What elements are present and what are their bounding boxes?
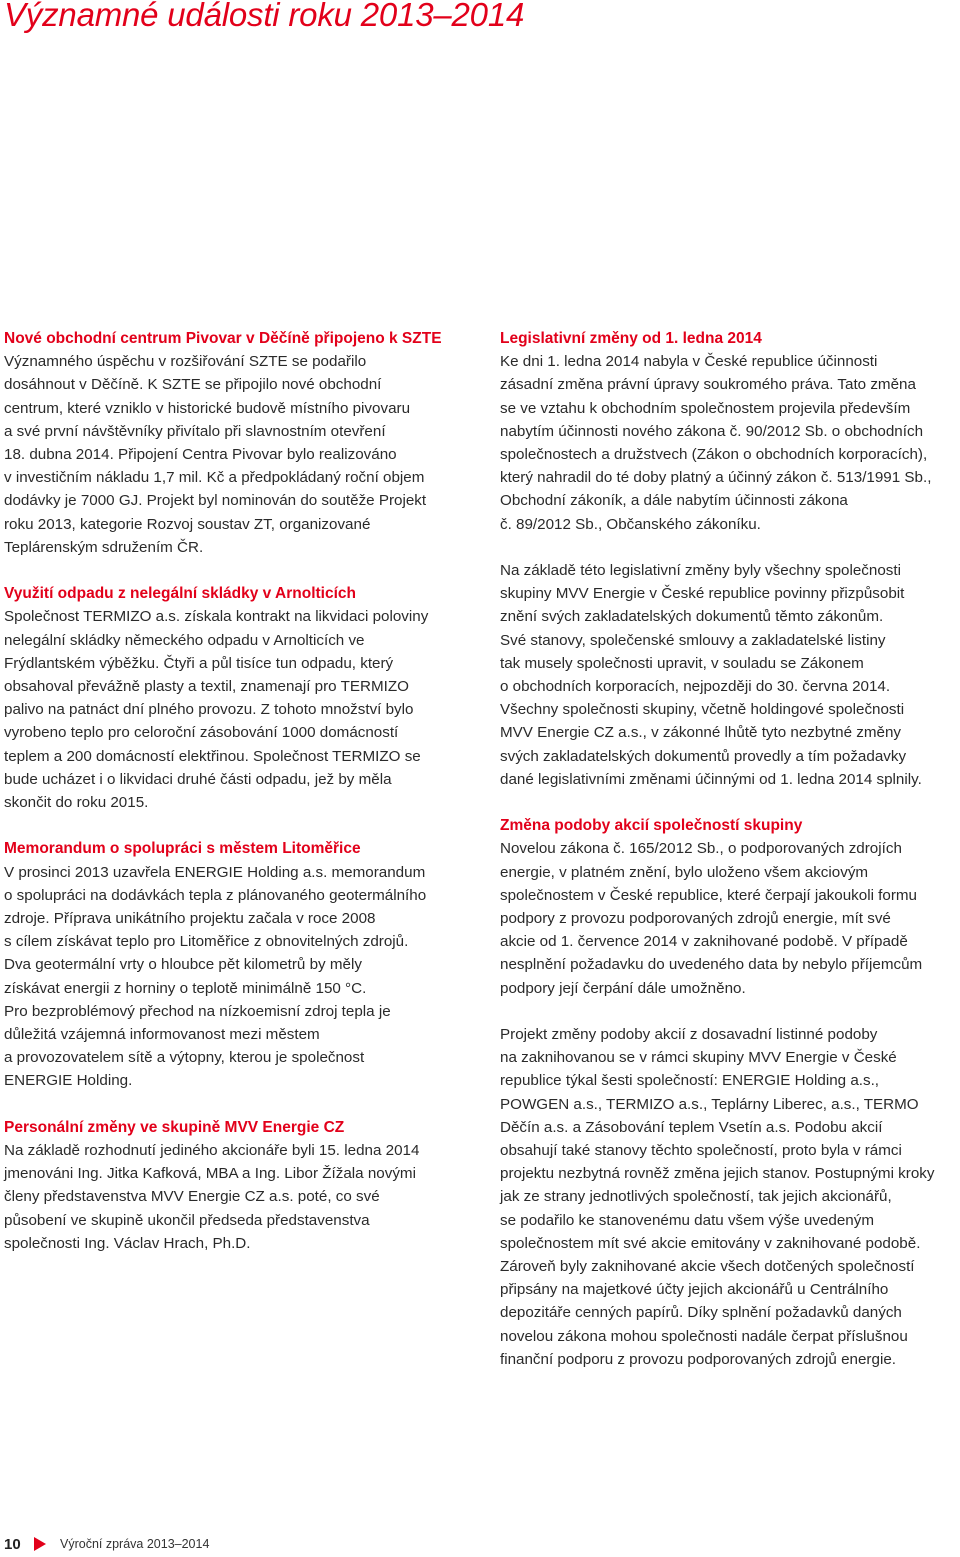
page-footer [4, 1534, 209, 1554]
news-section [4, 837, 454, 1092]
text-line: projektu nezbytná rovněž změna jejich stanov. Postupnými kroky [500, 1165, 935, 1183]
section-spacer [4, 814, 454, 837]
text-line: dosáhnout v Děčíně. K SZTE se připojilo nové obchodní [4, 376, 382, 394]
text-line: 18. dubna 2014. Připojení Centra Pivovar bylo realizováno [4, 446, 397, 464]
text-line: o obchodních korporacích, nejpozději do 30. června 2014. [500, 678, 891, 696]
news-section [4, 1116, 454, 1255]
text-line: Dva geotermální vrty o hloubce pět kilometrů by měly [4, 956, 362, 974]
text-line: energie, v platném znění, bylo uloženo všem akciovým [500, 863, 869, 881]
section-heading: Legislativní změny od 1. ledna 2014 [500, 330, 762, 347]
text-line: obsahují také stanovy těchto společností, proto byla v rámci [500, 1142, 902, 1160]
text-line: o spolupráci na dodávkách tepla z plánovaného geotermálního [4, 886, 427, 904]
text-line: finanční podporu z provozu podporovaných zdrojů energie. [500, 1350, 896, 1368]
text-line: a provozovatelem sítě a výtopny, kterou je společnost [4, 1049, 365, 1067]
right-column [500, 327, 960, 1371]
text-line: MVV Energie CZ a.s., v zákonné lhůtě tyto nezbytné změny [500, 724, 901, 742]
text-line: podpory z provozu podporovaných zdrojů energie, mít své [500, 910, 891, 928]
text-line: bude ucházet i o likvidaci druhé části odpadu, jež by měla [4, 770, 392, 788]
text-line: nesplnění požadavku do uvedeného data by nebylo příjemcům [500, 956, 923, 974]
section-paragraph [500, 1023, 960, 1371]
text-line: centrum, které vzniklo v historické budově místního pivovaru [4, 399, 411, 417]
text-line: V prosinci 2013 uzavřela ENERGIE Holding a.s. memorandum [4, 863, 426, 881]
text-line: akcie od 1. července 2014 v zaknihované podobě. V případě [500, 933, 908, 951]
section-spacer [4, 1093, 454, 1116]
page-title: Významné události roku 2013–2014 [4, 0, 525, 33]
text-line: novelou zákona mohou společnosti nadále čerpat příslušnou [500, 1327, 908, 1345]
text-line: se ve vztahu k obchodním společnostem projevila především [500, 399, 911, 417]
text-line: POWGEN a.s., TERMIZO a.s., Teplárny Liberec, a.s., TERMO [500, 1095, 919, 1113]
text-line: Děčín a.s. a Zásobování teplem Vsetín a.s. Podobu akcií [500, 1118, 883, 1136]
text-line: Na základě rozhodnutí jediného akcionáře byli 15. ledna 2014 [4, 1142, 420, 1160]
text-line: s cílem získávat teplo pro Litoměřice z obnovitelných zdrojů. [4, 933, 409, 951]
section-paragraph [500, 559, 960, 791]
text-line: skončit do roku 2015. [4, 794, 149, 812]
text-line: depozitáře cenných papírů. Díky splnění požadavků daných [500, 1304, 902, 1322]
text-line: obsahoval převážně plasty a textil, znamenají pro TERMIZO [4, 678, 409, 696]
section-heading: Nové obchodní centrum Pivovar v Děčíně připojeno k SZTE [4, 330, 442, 347]
text-line: Obchodní zákoník, a dále nabytím účinnosti zákona [500, 492, 848, 510]
section-heading: Personální změny ve skupině MVV Energie CZ [4, 1118, 345, 1136]
text-line: na zaknihovanou se v rámci skupiny MVV Energie v České [500, 1049, 897, 1067]
text-line: vyrobeno teplo pro celoroční zásobování 1000 domácností [4, 724, 399, 742]
text-line: členy představenstva MVV Energie CZ a.s. poté, co své [4, 1188, 380, 1206]
text-line: ENERGIE Holding. [4, 1072, 133, 1090]
text-line: se podařilo ke stanovenému datu všem výše uvedeným [500, 1211, 874, 1229]
text-line: společnostech a družstvech (Zákon o obchodních korporacích), [500, 446, 928, 464]
text-line: společnosti Ing. Václav Hrach, Ph.D. [4, 1234, 251, 1252]
text-line: důležitá vzájemná informovanost mezi městem [4, 1026, 320, 1044]
section-heading: Změna podoby akcií společností skupiny [500, 817, 803, 835]
text-line: skupiny MVV Energie v České republice povinny přizpůsobit [500, 585, 905, 603]
text-line: Teplárenským sdružením ČR. [4, 538, 204, 556]
text-line: Pro bezproblémový přechod na nízkoemisní zdroj tepla je [4, 1002, 391, 1020]
text-line: nelegální skládky německého odpadu v Arnolticích ve [4, 631, 365, 649]
publication-title: Výroční zpráva 2013–2014 [60, 1537, 210, 1551]
text-line: Významného úspěchu v rozšiřování SZTE se podařilo [4, 353, 367, 371]
news-section [500, 814, 960, 1371]
text-line: připsány na majetkové účty jejich akcionářů u Centrálního [500, 1281, 889, 1299]
text-line: republice týkal šesti společností: ENERGIE Holding a.s., [500, 1072, 880, 1090]
section-paragraph [4, 350, 454, 559]
text-line: podpory její čerpání dále umožněno. [500, 979, 746, 997]
left-column [4, 327, 454, 1255]
section-heading: Využití odpadu z nelegální skládky v Arnolticích [4, 585, 356, 603]
text-line: jak ze strany jednotlivých společností, tak jejich akcionářů, [500, 1188, 892, 1206]
news-section [500, 327, 960, 791]
text-line: tak musely společnosti upravit, v souladu se Zákonem [500, 654, 864, 672]
text-line: Projekt změny podoby akcií z dosavadní listinné podoby [500, 1026, 878, 1044]
page-number: 10 [4, 1535, 21, 1553]
text-line: a své první návštěvníky přivítalo při slavnostním otevření [4, 422, 386, 440]
section-spacer [500, 791, 960, 814]
news-section [4, 327, 454, 559]
text-line: Ke dni 1. ledna 2014 nabyla v České republice účinnosti [500, 353, 878, 371]
text-line: Zároveň byly zaknihované akcie všech dotčených společností [500, 1258, 915, 1276]
text-line: Novelou zákona č. 165/2012 Sb., o podporovaných zdrojích [500, 840, 902, 858]
text-line: v investičním nákladu 1,7 mil. Kč a předpokládaný roční objem [4, 469, 425, 487]
text-line: roku 2013, kategorie Rozvoj soustav ZT, organizované [4, 515, 371, 533]
text-line: Frýdlantském výběžku. Čtyři a půl tisíce tun odpadu, který [4, 654, 394, 672]
text-line: palivo na patnáct dní plného provozu. Z tohoto množství bylo [4, 701, 414, 719]
news-section [4, 582, 454, 814]
text-line: který nahradil do té doby platný a účinný zákon č. 513/1991 Sb., [500, 469, 932, 487]
text-line: Všechny společnosti skupiny, včetně holdingové společnosti [500, 701, 905, 719]
text-line: společnostem v České republice, které čerpají jakoukoli formu [500, 886, 918, 904]
section-spacer [500, 1000, 960, 1023]
text-line: nabytím účinnosti nového zákona č. 90/2012 Sb. o obchodních [500, 422, 924, 440]
section-spacer [500, 536, 960, 559]
section-paragraph [4, 1139, 454, 1255]
text-line: znění svých zakladatelských dokumentů těmto zákonům. [500, 608, 884, 626]
text-line: č. 89/2012 Sb., Občanského zákoníku. [500, 515, 761, 533]
section-heading: Memorandum o spolupráci s městem Litoměřice [4, 840, 361, 858]
text-line: Své stanovy, společenské smlouvy a zakladatelské listiny [500, 631, 886, 649]
text-line: společnostem mít své akcie emitovány v zaknihované podobě. [500, 1234, 921, 1252]
section-paragraph [4, 861, 454, 1093]
text-line: dodávky je 7000 GJ. Projekt byl nominován do soutěže Projekt [4, 492, 427, 510]
text-line: zásadní změna právní úpravy soukromého práva. Tato změna [500, 376, 916, 394]
section-spacer [4, 559, 454, 582]
text-line: jmenováni Ing. Jitka Kafková, MBA a Ing. Libor Žížala novými [4, 1165, 416, 1183]
text-line: získávat energii z horniny o teplotě minimálně 150 °C. [4, 979, 367, 997]
text-line: Na základě této legislativní změny byly všechny společnosti [500, 562, 901, 580]
section-paragraph [500, 350, 960, 536]
text-line: působení ve skupině ukončil předseda představenstva [4, 1211, 370, 1229]
text-line: svých zakladatelských dokumentů provedly a tím požadavky [500, 747, 907, 765]
section-paragraph [4, 605, 454, 814]
text-line: teplem a 200 domácností elektřinou. Společnost TERMIZO se [4, 747, 421, 765]
text-line: dané legislativními změnami účinnými od 1. ledna 2014 splnily. [500, 770, 922, 788]
section-paragraph [500, 837, 960, 999]
text-line: zdroje. Příprava unikátního projektu začala v roce 2008 [4, 910, 376, 928]
text-line: Společnost TERMIZO a.s. získala kontrakt na likvidaci poloviny [4, 608, 429, 626]
arrow-right-icon [34, 1537, 46, 1551]
